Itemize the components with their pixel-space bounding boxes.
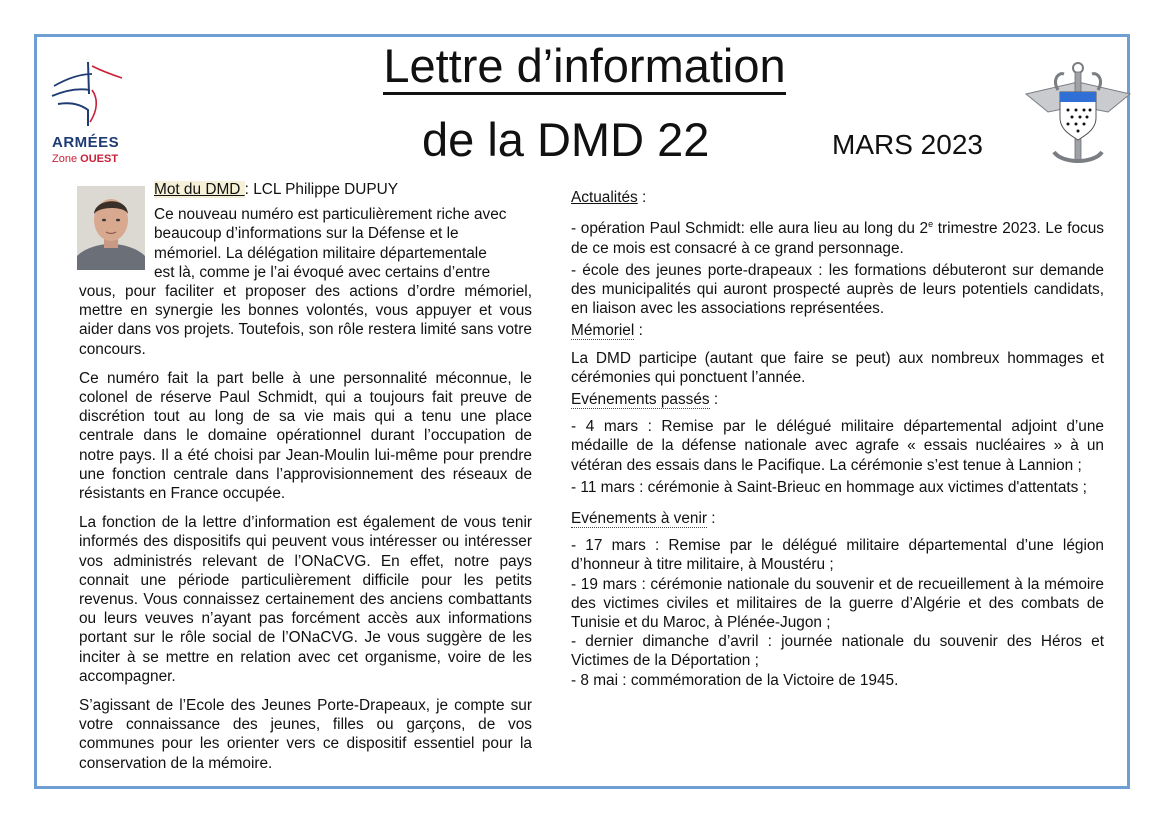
paragraph-intro: Ce nouveau numéro est particulièrement riche avec beaucoup d’informations sur la Défense et le mémoriel. La délégation militaire départementale est là, comme je l’ai évoqué avec certains d’entre vous, pour faciliter et proposer des actions d’ordre mémoriel, mettre en synergie les bonnes volontés, vous appuyer et vous aider dans vos projets. Toutefois, son rôle restera limité sans votre concours. (79, 206, 532, 358)
right-column (571, 188, 1104, 693)
evenement-passe-11-mars: - 11 mars : cérémonie à Saint-Brieuc en hommage aux victimes d'attentats ; (571, 478, 1087, 496)
evenements-passes-heading: Evénements passés : (571, 390, 719, 408)
evenement-avril: - dernier dimanche d’avril : journée nationale du souvenir des Héros et Victimes de la Déportation ; (571, 633, 1104, 670)
left-column (79, 180, 532, 783)
mot-du-dmd-heading: Mot du DMD : LCL Philippe DUPUY (154, 181, 399, 198)
evenement-8-mai: - 8 mai : commémoration de la Victoire de 1945. (571, 671, 899, 689)
newsletter-subtitle: de la DMD 22 (422, 113, 710, 166)
memoriel-text: La DMD participe (autant que faire se peut) aux nombreux hommages et cérémonies qui ponctuent l’année. (571, 349, 1104, 386)
memoriel-heading: Mémoriel : (571, 322, 643, 340)
evenements-a-venir-heading: Evénements à venir : (571, 509, 716, 527)
evenement-17-mars: - 17 mars : Remise par le délégué militaire départemental d’une légion d’honneur à titre militaire, à Moustéru ; (571, 537, 1104, 574)
actualite-paul-schmidt: - opération Paul Schmidt: elle aura lieu au long du 2e trimestre 2023. Le focus de ce mois est consacré à ce grand personnage. (571, 219, 1104, 257)
paragraph-porte-drapeaux: S’agissant de l’Ecole des Jeunes Porte-Drapeaux, je compte sur votre connaissance des jeunes, filles ou garçons, de vos communes pour les orienter vers ce dispositif essentiel pour la conservation de la mémoire. (79, 697, 532, 772)
actualite-porte-drapeaux: - école des jeunes porte-drapeaux : les formations débuteront sur demande des municipalités qui auront prospecté auprès de leurs potentiels candidats, en liaison avec les associations représentées. (571, 261, 1104, 318)
evenement-19-mars: - 19 mars : cérémonie nationale du souvenir et de recueillement à la mémoire des victimes civiles et militaires de la guerre d’Algérie et des combats de Tunisie et du Maroc, à Plénée-Jugon ; (571, 575, 1104, 631)
issue-month: MARS 2023 (832, 129, 983, 160)
evenement-passe-4-mars: - 4 mars : Remise par le délégué militaire départemental adjoint d’une médaille de la défense nationale avec agrafe « essais nucléaires » à un vétéran des essais dans le Pacifique. La cérémonie s’est tenue à Lannion ; (571, 418, 1104, 474)
zone-ouest-text: Zone OUEST (52, 153, 119, 165)
paragraph-onacvg: La fonction de la lettre d’information est également de vous tenir informés des dispositifs qui peuvent vous intéresser ou intéresser vos administrés relevant de l’ONaCVG. En effet, notre pays connait une période particulièrement difficile pour les petits revenus. Vous connaissez certainement des anciens combattants ou leurs veuves n’ayant pas forcément accès aux informations portant sur le rôle social de l’ONaCVG. Je vous suggère de les inciter à se mettre en relation avec cet organisme, voire de les accompagner. (79, 514, 532, 685)
actualites-heading: Actualités : (571, 189, 647, 206)
armees-brand-text: ARMÉES (52, 134, 120, 151)
newsletter-title: Lettre d’information (0, 38, 1169, 94)
paragraph-paul-schmidt: Ce numéro fait la part belle à une personnalité méconnue, le colonel de réserve Paul Schmidt, qui a toujours fait preuve de discrétion tout au long de sa vie mais qui a tenu une place centrale dans le domaine opérationnel durant l’occupation de notre pays. Il a été choisi par Jean-Moulin lui-même pour prendre une fonction centrale dans l’approvisionnement des réseaux de résistants en France occupée. (79, 369, 532, 503)
